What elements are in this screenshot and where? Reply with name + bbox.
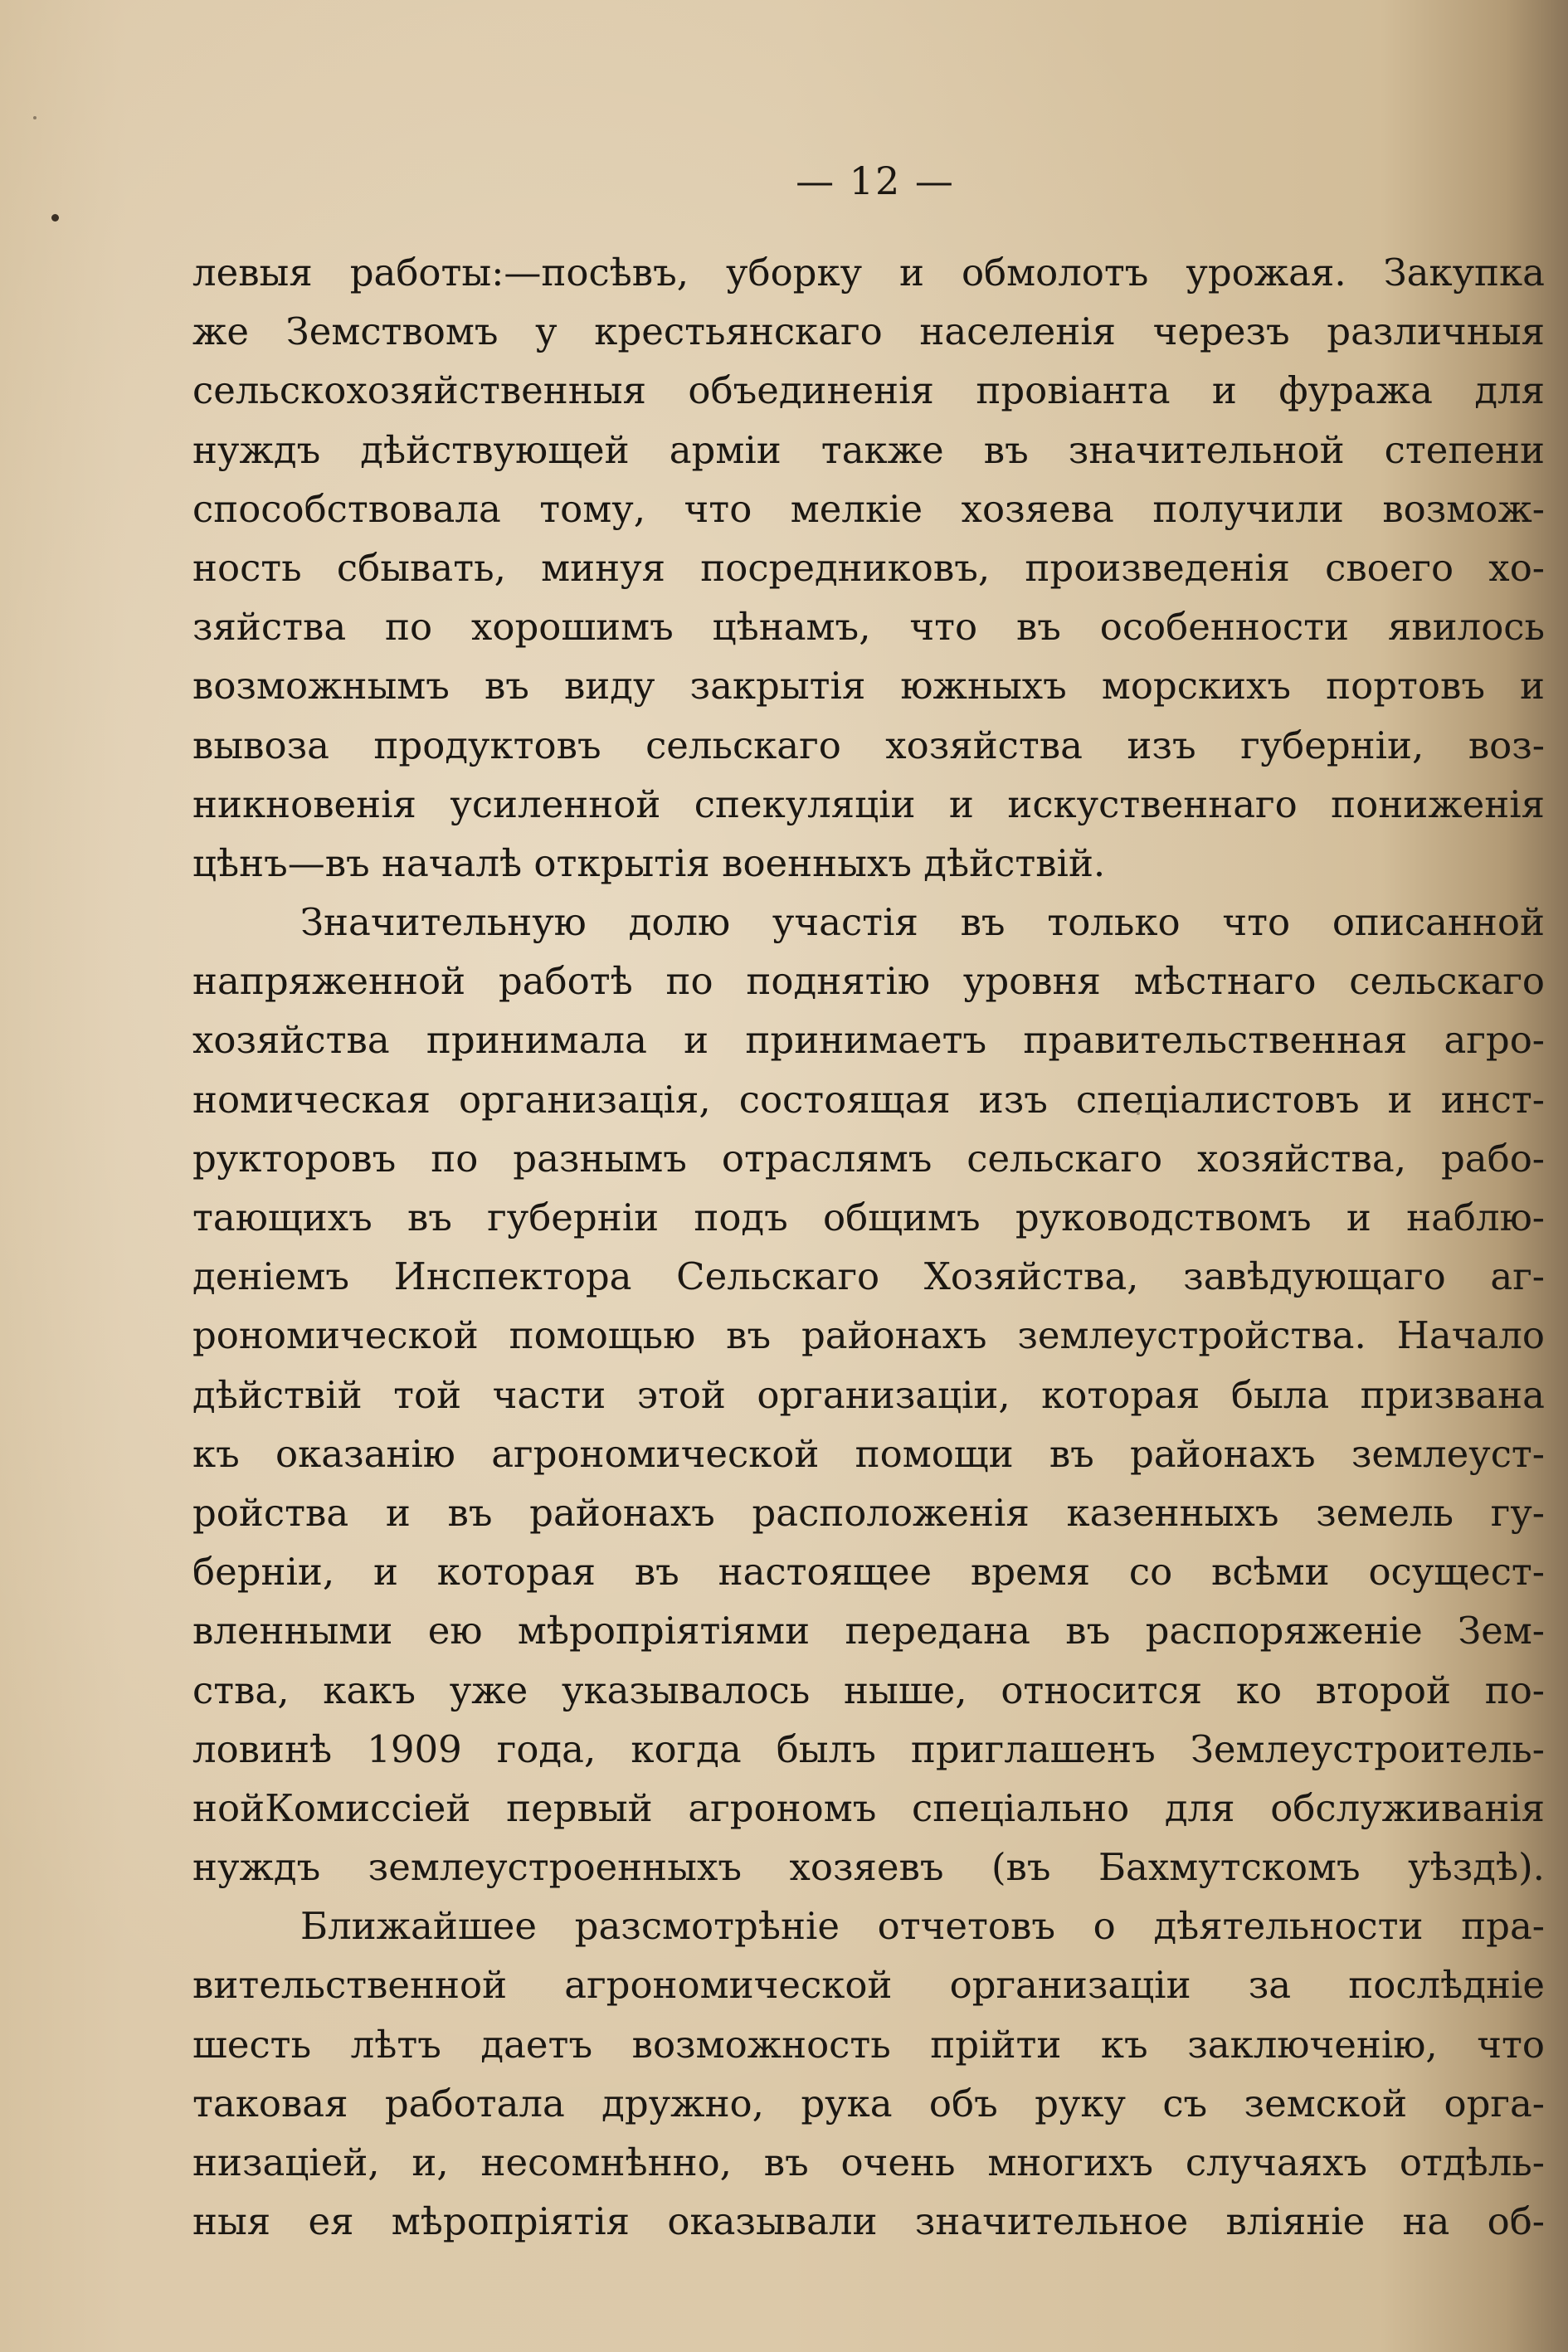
text-line: нойКомиссіей первый агрономъ спеціально для обслуживанія: [192, 1785, 1545, 1830]
text-line: ройства и въ районахъ расположенія казенныхъ земель гу-: [192, 1490, 1545, 1535]
text-line: низаціей, и, несомнѣнно, въ очень многихъ случаяхъ отдѣль-: [192, 2140, 1545, 2184]
text-line: рономической помощью въ районахъ землеустройства. Начало: [192, 1313, 1545, 1358]
text-line: нуждъ землеустроенныхъ хозяевъ (въ Бахмутскомъ уѣздѣ).: [192, 1845, 1545, 1890]
text-line: ства, какъ уже указывалось ныше, относится ко второй по-: [192, 1668, 1545, 1712]
text-line: ныя ея мѣропріятія оказывали значительное вліяніе на об-: [192, 2199, 1545, 2244]
text-line: способствовала тому, что мелкіе хозяева получили возмож-: [192, 486, 1545, 531]
text-line: сельскохозяйственныя объединенія провіанта и фуража для: [192, 368, 1545, 413]
text-line: Ближайшее разсмотрѣніе отчетовъ о дѣятельности пра-: [300, 1904, 1545, 1949]
text-line: возможнымъ въ виду закрытія южныхъ морскихъ портовъ и: [192, 664, 1545, 709]
text-line: къ оказанію агрономической помощи въ районахъ землеуст-: [192, 1431, 1545, 1476]
text-line: шесть лѣтъ даетъ возможность прійти къ заключенію, что: [192, 2022, 1545, 2067]
text-line: цѣнъ—въ началѣ открытія военныхъ дѣйствій.: [192, 840, 1106, 885]
text-line: вывоза продуктовъ сельскаго хозяйства изъ губерніи, воз-: [192, 723, 1545, 767]
text-line: левыя работы:—посѣвъ, уборку и обмолотъ урожая. Закупка: [192, 251, 1545, 295]
text-line: же Земствомъ у крестьянскаго населенія черезъ различныя: [192, 309, 1545, 354]
text-line: вительственной агрономической организаціи за послѣдніе: [192, 1963, 1545, 2008]
text-line: хозяйства принимала и принимаетъ правительственная агро-: [192, 1018, 1545, 1063]
text-line: ность сбывать, минуя посредниковъ, произведенія своего хо-: [192, 545, 1545, 590]
body-text: [192, 243, 1545, 2251]
text-line: берніи, и которая въ настоящее время со всѣми осущест-: [192, 1550, 1545, 1595]
text-line: деніемъ Инспектора Сельскаго Хозяйства, завѣдующаго аг-: [192, 1254, 1545, 1299]
text-line: никновенія усиленной спекуляціи и искуственнаго пониженія: [192, 782, 1545, 826]
page-number: — 12 —: [796, 158, 955, 203]
text-line: напряженной работѣ по поднятію уровня мѣстнаго сельскаго: [192, 959, 1545, 1004]
ink-speck: [33, 116, 37, 119]
text-line: тающихъ въ губерніи подъ общимъ руководствомъ и наблю-: [192, 1195, 1545, 1239]
text-line: вленными ею мѣропріятіями передана въ распоряженіе Зем-: [192, 1609, 1545, 1653]
text-line: нуждъ дѣйствующей арміи также въ значительной степени: [192, 427, 1545, 472]
ink-speck: [51, 214, 59, 222]
text-line: Значительную долю участія въ только что описанной: [300, 900, 1545, 945]
text-line: ловинѣ 1909 года, когда былъ приглашенъ Землеустроитель-: [192, 1726, 1545, 1771]
text-line: зяйства по хорошимъ цѣнамъ, что въ особенности явилось: [192, 605, 1545, 650]
text-line: рукторовъ по разнымъ отраслямъ сельскаго хозяйства, рабо-: [192, 1136, 1545, 1181]
text-line: таковая работала дружно, рука объ руку съ земской орга-: [192, 2081, 1545, 2126]
text-line: номическая организація, состоящая изъ спеціалистовъ и инст-: [192, 1077, 1545, 1122]
text-line: дѣйствій той части этой организаціи, которая была призвана: [192, 1372, 1545, 1417]
